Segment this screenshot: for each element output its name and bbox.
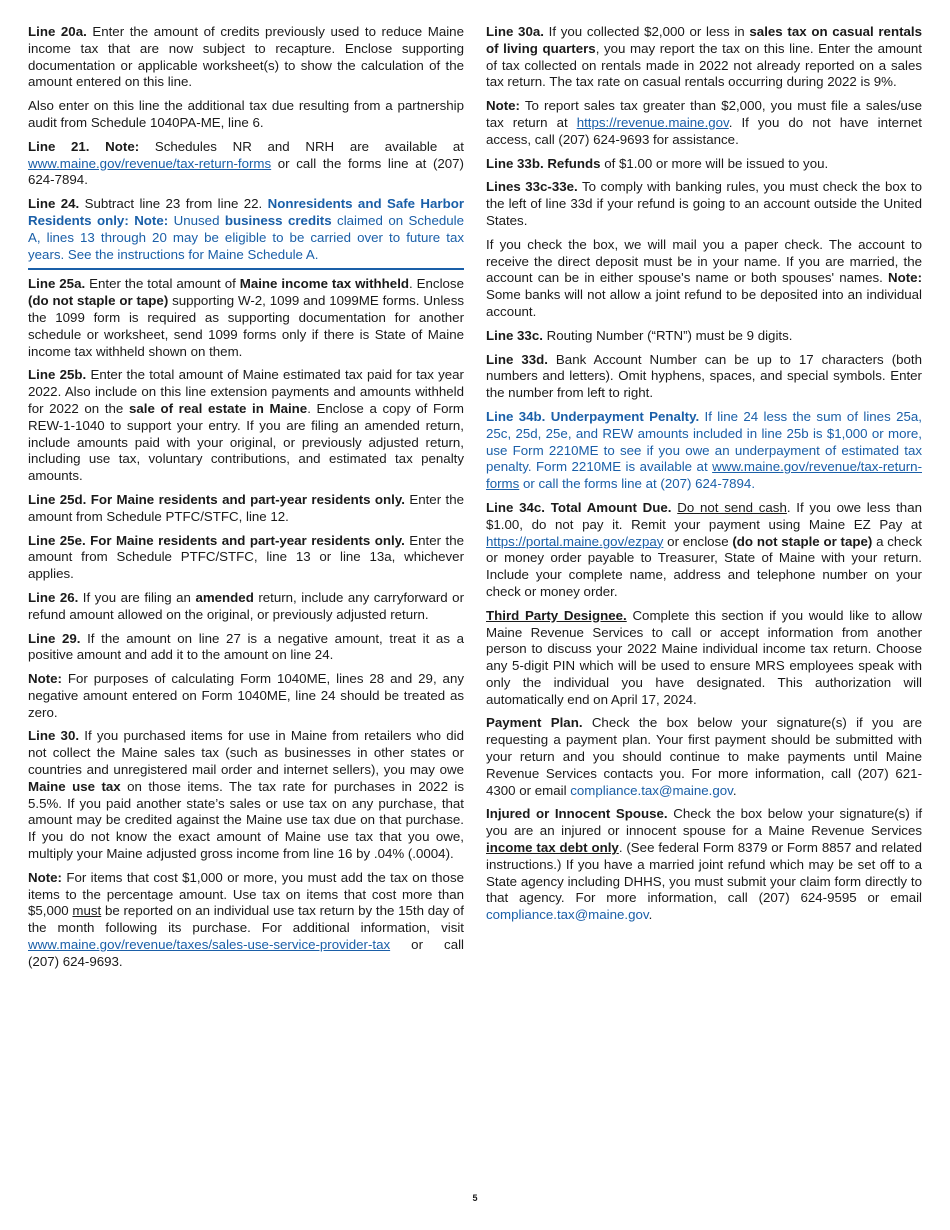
line-20a-additional-paragraph: Also enter on this line the additional tax due resulting from a partnership audit from Schedule 1040PA-ME, line 6. — [28, 98, 464, 130]
ez-pay-link[interactable]: https://portal.maine.gov/ezpay — [486, 533, 664, 549]
injured-spouse-paragraph: Injured or Innocent Spouse. Check the box below your signature(s) if you are an injured or innocent spouse for a Maine Revenue Services income tax debt only. (See federal Form 8379 or Form 8857 and related instructions.) If you have a married joint refund which may be set off to a State agency including DHHS, you must submit your claim form directly to that agency. For more information, call (207) 624-9595 or email compliance.tax@maine.gov. — [486, 806, 923, 923]
tax-return-forms-link[interactable]: www.maine.gov/revenue/tax-return-forms — [486, 459, 922, 492]
payment-plan-paragraph: Payment Plan. Check the box below your signature(s) if you are requesting a payment plan. Your first payment should be submitted with your return and you should continue to make payments until Maine Revenue Services contacts you. For more information, call (207) 621-4300 or email compliance.tax@maine.gov. — [486, 715, 922, 798]
line-34c-paragraph: Line 34c. Total Amount Due. Do not send cash. If you owe less than $1.00, do not pay it. Remit your payment using Maine EZ Pay at https://portal.maine.gov/ezpay or enclose (do not staple or tape) a check or money order payable to Treasurer, State of Maine with your return. Include your complete name, address and telephone number on your check or money order. — [486, 499, 922, 599]
line-25e-paragraph: Line 25e. For Maine residents and part-year residents only. Enter the amount from Schedule PTFC/STFC, line 13 or line 13a, whichever applies. — [28, 532, 465, 582]
use-tax-note-paragraph: Note: For items that cost $1,000 or more, you must add the tax on those items to the percentage amount. Use tax on items that cost more than $5,000 must be reported on an individual use tax return by the 15th day of the month following its purchase. For additional information, visit www.maine.gov/revenue/taxes/sales-use-service-provider-tax or call (207) 624-9693. — [28, 869, 464, 969]
sales-tax-note-paragraph: Note: To report sales tax greater than $2,000, you must file a sales/use tax return at https://revenue.maine.gov. If you do not have internet access, call (207) 624-9693 for assistance. — [486, 98, 922, 147]
line-21-paragraph: Line 21. Note: Schedules NR and NRH are available at www.maine.gov/revenue/tax-return-forms or call the forms line at (207) 624-7894. — [28, 138, 464, 188]
direct-deposit-paragraph: If you check the box, we will mail you a paper check. The account to receive the direct deposit must be in your name. If you are married, the account can be in either spouse's name or both spouses' names. Note: Some banks will not allow a joint refund to be deposited into an individual account. — [486, 236, 922, 319]
sales-use-tax-link[interactable]: www.maine.gov/revenue/taxes/sales-use-service-provider-tax — [28, 937, 391, 953]
third-party-designee-paragraph: Third Party Designee. Complete this section if you would like to allow Maine Revenue Services to call or accept information from another person to discuss your 2022 Maine individual income tax return. Choose any 5-digit PIN which will be used to ensure MRS employees speak with only the individual you have designated. This authorization will automatically end on April 17, 2024. — [486, 607, 923, 707]
line-33c-paragraph: Line 33c. Routing Number (“RTN”) must be 9 digits. — [486, 327, 793, 343]
line-29-paragraph: Line 29. If the amount on line 27 is a negative amount, treat it as a positive amount and add it to the amount on line 24. — [28, 630, 465, 663]
line-25b-paragraph: Line 25b. Enter the total amount of Maine estimated tax paid for tax year 2022. Also include on this line extension payments and amounts withheld for 2022 on the sale of real estate in Maine. Enclose a copy of Form REW-1-1040 to support your entry. If you are filing an amended return, include amounts paid with your original, or previously adjusted return, including use tax, voluntary contributions, and estimated tax penalty amounts. — [28, 367, 464, 484]
line-25d-paragraph: Line 25d. For Maine residents and part-year residents only. Enter the amount from Schedule PTFC/STFC, line 12. — [28, 491, 465, 524]
line-33b-paragraph: Line 33b. Refunds of $1.00 or more will be issued to you. — [486, 155, 829, 171]
line-26-paragraph: Line 26. If you are filing an amended return, include any carryforward or refund amount allowed on the original, or previously adjusted return. — [28, 589, 464, 622]
line-33d-paragraph: Line 33d. Bank Account Number can be up to 17 characters (both numbers and letters). Omit hyphens, spaces, and special symbols. Enter the number from left to right. — [486, 351, 923, 401]
revenue-portal-link[interactable]: https://revenue.maine.gov — [576, 114, 729, 130]
line-34b-paragraph: Line 34b. Underpayment Penalty. If line 24 less the sum of lines 25a, 25c, 25d, 25e, and REW amounts included in line 25b is $1,000 or more, use Form 2210ME to see if you owe an underpayment of estimated tax penalty. Form 2210ME is available at www.maine.gov/revenue/tax-return-forms or call the forms line at (207) 624-7894. — [486, 408, 922, 492]
line-20a-paragraph: Line 20a. Enter the amount of credits previously used to reduce Maine income tax that are now subject to recapture. Enclose supporting documentation or applicable worksheet(s) to show the calculation of the amount entered on this line. — [28, 24, 464, 90]
lines-33c-33e-paragraph: Lines 33c-33e. To comply with banking rules, you must check the box to the left of line 33d if your refund is going to an account outside the United States. — [486, 179, 922, 228]
section-divider — [28, 268, 464, 270]
line-24-paragraph: Line 24. Subtract line 23 from line 22. Nonresidents and Safe Harbor Residents only: Note: Unused business credits claimed on Schedule A, lines 13 through 20 may be eligible to be carried over to future tax years. See the instructions for Maine Schedule A. — [28, 196, 464, 262]
line-30a-paragraph: Line 30a. If you collected $2,000 or less in sales tax on casual rentals of living quarters, you may report the tax on this line. Enter the amount of tax collected on rentals made in 2022 not already reported on a sales tax return. The tax rate on casual rentals occurring during 2022 is 9%. — [486, 24, 922, 90]
right-column — [486, 24, 922, 931]
compliance-email-link[interactable]: compliance.tax@maine.gov — [570, 782, 733, 798]
line-30-paragraph: Line 30. If you purchased items for use in Maine from retailers who did not collect the Maine sales tax (such as businesses in other states or countries and unregistered mail order and internet sellers), you may owe Maine use tax on those items. The tax rate for purchases in 2022 is 5.5%. If you paid another state’s sales or use tax on any purchase, that amount may be credited against the Maine use tax due on that purchase. If you do not know the exact amount of Maine use tax that you owe, multiply your Maine adjusted gross income from line 16 by .04% (.0004). — [28, 728, 465, 862]
tax-return-forms-link[interactable]: www.maine.gov/revenue/tax-return-forms — [28, 155, 272, 171]
compliance-email-link[interactable]: compliance.tax@maine.gov — [486, 907, 649, 923]
left-column — [28, 24, 464, 978]
note-paragraph: Note: For purposes of calculating Form 1040ME, lines 28 and 29, any negative amount entered on Form 1040ME, line 24 should be treated as zero. — [28, 671, 464, 720]
page-number: 5 — [472, 1193, 478, 1203]
line-25a-paragraph: Line 25a. Enter the total amount of Maine income tax withheld. Enclose (do not staple or tape) supporting W-2, 1099 and 1099ME forms. Unless the 1099 form is required as supporting documentation for another schedule or worksheet, send 1099 forms only if there is State of Maine income tax withheld shown on them. — [28, 276, 464, 359]
